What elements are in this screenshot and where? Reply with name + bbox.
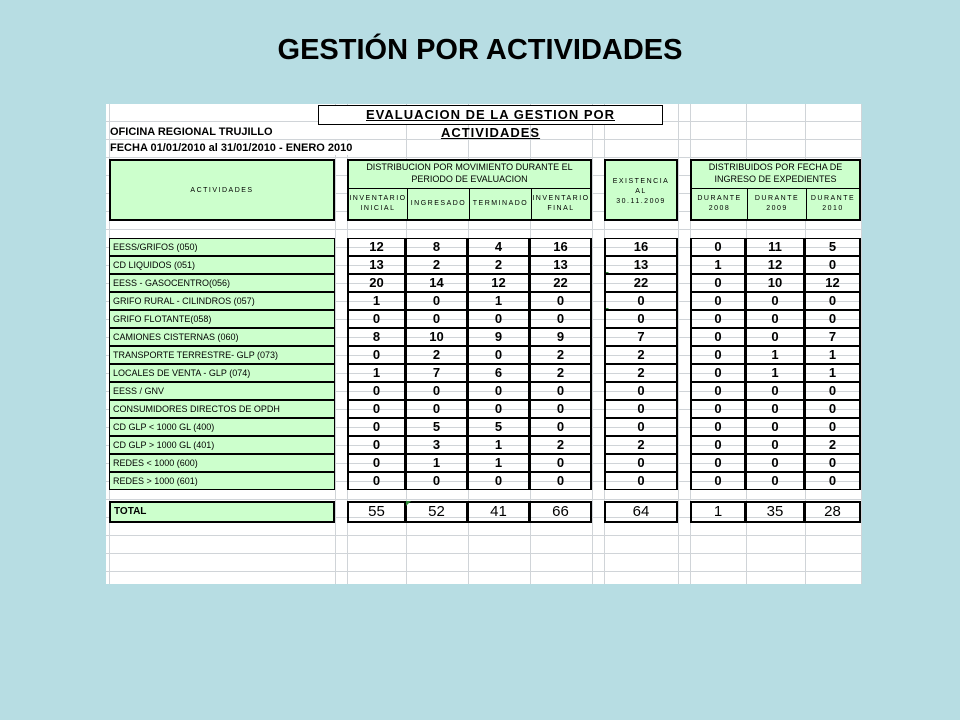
cell-ter: 1 xyxy=(468,293,530,309)
movement-group-title-2: PERIODO DE EVALUACION xyxy=(411,174,528,184)
cell-ini: 1 xyxy=(347,293,406,309)
row-existencia-value xyxy=(604,346,678,364)
cell-ing: 0 xyxy=(406,311,468,327)
col-terminado xyxy=(470,189,532,220)
col-inventario-final-1: INVENTARIO xyxy=(532,195,590,202)
row-distribution-values xyxy=(690,400,861,418)
cell-d08: 0 xyxy=(690,275,746,291)
cell-ing: 0 xyxy=(406,473,468,489)
cell-d10: 0 xyxy=(805,419,861,435)
cell-d09: 10 xyxy=(746,275,805,291)
cell-ini: 12 xyxy=(347,239,406,255)
cell-ini: 1 xyxy=(347,365,406,381)
activities-header-label: ACTIVIDADES xyxy=(190,187,254,194)
cell-ter: 1 xyxy=(468,437,530,453)
row-distribution-values xyxy=(690,472,861,490)
row-distribution-values xyxy=(690,256,861,274)
cell-exi: 16 xyxy=(604,239,678,255)
row-distribution-values xyxy=(690,346,861,364)
distribution-group-header xyxy=(690,159,861,221)
col-inventario-final xyxy=(532,189,590,220)
total-fin: 66 xyxy=(530,503,592,521)
cell-ter: 0 xyxy=(468,473,530,489)
cell-d09: 1 xyxy=(746,347,805,363)
row-movement-values xyxy=(347,436,592,454)
cell-d10: 0 xyxy=(805,293,861,309)
col-durante-2010-1: DURANTE xyxy=(810,195,856,202)
cell-fin: 0 xyxy=(530,401,592,417)
cell-fin: 0 xyxy=(530,419,592,435)
cell-d09: 0 xyxy=(746,419,805,435)
total-ter: 41 xyxy=(468,503,530,521)
activity-name: TRANSPORTE TERRESTRE- GLP (073) xyxy=(109,346,335,364)
row-existencia-value xyxy=(604,472,678,490)
cell-ter: 4 xyxy=(468,239,530,255)
cell-d10: 1 xyxy=(805,347,861,363)
cell-fin: 0 xyxy=(530,455,592,471)
cell-ini: 0 xyxy=(347,437,406,453)
row-movement-values xyxy=(347,310,592,328)
office-label: OFICINA REGIONAL TRUJILLO xyxy=(110,125,350,139)
row-existencia-value xyxy=(604,310,678,328)
cell-d08: 0 xyxy=(690,329,746,345)
total-d10: 28 xyxy=(805,503,861,521)
cell-fin: 22 xyxy=(530,275,592,291)
cell-ter: 9 xyxy=(468,329,530,345)
distrib-group-title-1: DISTRIBUIDOS POR FECHA DE xyxy=(708,162,843,172)
activity-name: GRIFO RURAL - CILINDROS (057) xyxy=(109,292,335,310)
cell-ini: 0 xyxy=(347,383,406,399)
cell-d10: 0 xyxy=(805,257,861,273)
row-existencia-value xyxy=(604,256,678,274)
row-distribution-values xyxy=(690,454,861,472)
cell-d09: 0 xyxy=(746,329,805,345)
row-movement-values xyxy=(347,418,592,436)
cell-d08: 0 xyxy=(690,437,746,453)
cell-ini: 0 xyxy=(347,401,406,417)
cell-ing: 7 xyxy=(406,365,468,381)
cell-ing: 0 xyxy=(406,293,468,309)
cell-d08: 0 xyxy=(690,383,746,399)
row-distribution-values xyxy=(690,292,861,310)
cell-d10: 0 xyxy=(805,311,861,327)
cell-d08: 0 xyxy=(690,239,746,255)
cell-d09: 11 xyxy=(746,239,805,255)
row-distribution-values xyxy=(690,310,861,328)
slide-title: GESTIÓN POR ACTIVIDADES xyxy=(277,34,683,66)
col-durante-2010-2: 2010 xyxy=(822,205,844,212)
activity-name: EESS/GRIFOS (050) xyxy=(109,238,335,256)
activity-name: EESS / GNV xyxy=(109,382,335,400)
total-label: TOTAL xyxy=(109,501,335,523)
col-durante-2008 xyxy=(692,189,748,220)
cell-ter: 0 xyxy=(468,383,530,399)
cell-d10: 0 xyxy=(805,401,861,417)
cell-fin: 9 xyxy=(530,329,592,345)
cell-ini: 0 xyxy=(347,419,406,435)
col-inventario-inicial-2: INICIAL xyxy=(360,205,396,212)
cell-d08: 0 xyxy=(690,455,746,471)
cell-d08: 0 xyxy=(690,347,746,363)
cell-d09: 0 xyxy=(746,383,805,399)
col-ingresado-label: INGRESADO xyxy=(410,200,467,207)
row-distribution-values xyxy=(690,436,861,454)
cell-ter: 0 xyxy=(468,311,530,327)
cell-exi: 2 xyxy=(604,347,678,363)
cell-fin: 0 xyxy=(530,311,592,327)
activity-name: LOCALES DE VENTA - GLP (074) xyxy=(109,364,335,382)
total-distribution-values xyxy=(690,501,861,523)
movement-group-header xyxy=(347,159,592,221)
row-distribution-values xyxy=(690,382,861,400)
cell-exi: 0 xyxy=(604,473,678,489)
cell-fin: 13 xyxy=(530,257,592,273)
total-ing: 52 xyxy=(406,503,468,521)
activity-name: CAMIONES CISTERNAS (060) xyxy=(109,328,335,346)
cell-ini: 0 xyxy=(347,347,406,363)
row-movement-values xyxy=(347,274,592,292)
row-existencia-value xyxy=(604,238,678,256)
existencia-header xyxy=(604,159,678,221)
row-existencia-value xyxy=(604,454,678,472)
col-durante-2008-2: 2008 xyxy=(708,205,731,212)
cell-ter: 6 xyxy=(468,365,530,381)
col-terminado-label: TERMINADO xyxy=(472,200,529,207)
row-movement-values xyxy=(347,328,592,346)
cell-fin: 16 xyxy=(530,239,592,255)
total-ini: 55 xyxy=(347,503,406,521)
row-distribution-values xyxy=(690,364,861,382)
activity-name: CD GLP < 1000 GL (400) xyxy=(109,418,335,436)
distrib-group-title-2: INGRESO DE EXPEDIENTES xyxy=(714,174,837,184)
col-inventario-inicial xyxy=(349,189,408,220)
row-movement-values xyxy=(347,400,592,418)
col-durante-2008-1: DURANTE xyxy=(697,195,742,202)
row-distribution-values xyxy=(690,274,861,292)
cell-d08: 0 xyxy=(690,401,746,417)
sheet-title: EVALUACION DE LA GESTION POR ACTIVIDADES xyxy=(318,105,663,125)
cell-fin: 0 xyxy=(530,383,592,399)
cell-d09: 0 xyxy=(746,455,805,471)
row-existencia-value xyxy=(604,400,678,418)
total-exi: 64 xyxy=(604,503,678,521)
cell-ini: 0 xyxy=(347,473,406,489)
cell-exi: 0 xyxy=(604,293,678,309)
cell-ing: 3 xyxy=(406,437,468,453)
row-existencia-value xyxy=(604,436,678,454)
row-existencia-value xyxy=(604,328,678,346)
cell-d08: 0 xyxy=(690,311,746,327)
cell-exi: 7 xyxy=(604,329,678,345)
col-durante-2010 xyxy=(807,189,859,220)
cell-exi: 0 xyxy=(604,455,678,471)
movement-group-title-1: DISTRIBUCION POR MOVIMIENTO DURANTE EL xyxy=(366,162,573,172)
row-movement-values xyxy=(347,346,592,364)
cell-d09: 12 xyxy=(746,257,805,273)
cell-fin: 2 xyxy=(530,365,592,381)
cell-ing: 5 xyxy=(406,419,468,435)
activity-name: CD LIQUIDOS (051) xyxy=(109,256,335,274)
activity-name: REDES < 1000 (600) xyxy=(109,454,335,472)
row-movement-values xyxy=(347,364,592,382)
cell-ing: 0 xyxy=(406,401,468,417)
cell-exi: 0 xyxy=(604,311,678,327)
cell-ing: 8 xyxy=(406,239,468,255)
cell-d10: 0 xyxy=(805,473,861,489)
col-inventario-final-2: FINAL xyxy=(547,205,575,212)
col-durante-2009-1: DURANTE xyxy=(754,195,800,202)
col-durante-2009 xyxy=(748,189,807,220)
total-movement-values xyxy=(347,501,592,523)
cell-exi: 0 xyxy=(604,419,678,435)
row-movement-values xyxy=(347,472,592,490)
activity-name: GRIFO FLOTANTE(058) xyxy=(109,310,335,328)
existencia-header-1: EXISTENCIA AL xyxy=(612,178,670,195)
cell-d08: 0 xyxy=(690,365,746,381)
cell-d10: 1 xyxy=(805,365,861,381)
cell-d10: 0 xyxy=(805,383,861,399)
cell-ing: 14 xyxy=(406,275,468,291)
cell-exi: 0 xyxy=(604,383,678,399)
total-d08: 1 xyxy=(690,503,746,521)
row-movement-values xyxy=(347,256,592,274)
cell-ter: 12 xyxy=(468,275,530,291)
cell-d09: 0 xyxy=(746,293,805,309)
cell-ing: 0 xyxy=(406,383,468,399)
spreadsheet xyxy=(106,104,862,584)
row-distribution-values xyxy=(690,328,861,346)
row-existencia-value xyxy=(604,274,678,292)
row-movement-values xyxy=(347,454,592,472)
row-movement-values xyxy=(347,292,592,310)
row-movement-values xyxy=(347,238,592,256)
col-durante-2009-2: 2009 xyxy=(766,205,788,212)
cell-d10: 12 xyxy=(805,275,861,291)
row-distribution-values xyxy=(690,418,861,436)
existencia-header-2: 30.11.2009 xyxy=(616,198,666,205)
cell-ter: 0 xyxy=(468,347,530,363)
cell-ing: 10 xyxy=(406,329,468,345)
date-range-label: FECHA 01/01/2010 al 31/01/2010 - ENERO 2010 xyxy=(110,141,400,155)
cell-exi: 2 xyxy=(604,365,678,381)
row-existencia-value xyxy=(604,364,678,382)
activity-name: CD GLP > 1000 GL (401) xyxy=(109,436,335,454)
cell-ter: 5 xyxy=(468,419,530,435)
col-ingresado xyxy=(408,189,470,220)
cell-ini: 0 xyxy=(347,311,406,327)
cell-exi: 22 xyxy=(604,275,678,291)
activities-header xyxy=(109,159,335,221)
cell-d10: 7 xyxy=(805,329,861,345)
cell-ini: 0 xyxy=(347,455,406,471)
cell-ing: 2 xyxy=(406,347,468,363)
cell-fin: 2 xyxy=(530,347,592,363)
row-existencia-value xyxy=(604,382,678,400)
comment-marker xyxy=(406,501,411,506)
cell-d08: 0 xyxy=(690,419,746,435)
cell-ter: 0 xyxy=(468,401,530,417)
cell-d09: 0 xyxy=(746,437,805,453)
cell-ini: 8 xyxy=(347,329,406,345)
cell-d08: 0 xyxy=(690,473,746,489)
row-existencia-value xyxy=(604,418,678,436)
total-d09: 35 xyxy=(746,503,805,521)
cell-exi: 0 xyxy=(604,401,678,417)
row-existencia-value xyxy=(604,292,678,310)
activity-name: REDES > 1000 (601) xyxy=(109,472,335,490)
cell-exi: 13 xyxy=(604,257,678,273)
cell-fin: 0 xyxy=(530,293,592,309)
cell-d09: 0 xyxy=(746,311,805,327)
cell-exi: 2 xyxy=(604,437,678,453)
cell-d09: 0 xyxy=(746,401,805,417)
cell-ter: 2 xyxy=(468,257,530,273)
cell-d10: 2 xyxy=(805,437,861,453)
cell-d10: 5 xyxy=(805,239,861,255)
cell-ini: 20 xyxy=(347,275,406,291)
cell-ter: 1 xyxy=(468,455,530,471)
cell-fin: 0 xyxy=(530,473,592,489)
row-movement-values xyxy=(347,382,592,400)
cell-d08: 0 xyxy=(690,293,746,309)
cell-ini: 13 xyxy=(347,257,406,273)
cell-ing: 2 xyxy=(406,257,468,273)
cell-d10: 0 xyxy=(805,455,861,471)
total-existencia-value xyxy=(604,501,678,523)
cell-d09: 1 xyxy=(746,365,805,381)
activity-name: CONSUMIDORES DIRECTOS DE OPDH xyxy=(109,400,335,418)
col-inventario-inicial-1: INVENTARIO xyxy=(349,195,407,202)
cell-d09: 0 xyxy=(746,473,805,489)
cell-fin: 2 xyxy=(530,437,592,453)
cell-ing: 1 xyxy=(406,455,468,471)
cell-d08: 1 xyxy=(690,257,746,273)
activity-name: EESS - GASOCENTRO(056) xyxy=(109,274,335,292)
row-distribution-values xyxy=(690,238,861,256)
